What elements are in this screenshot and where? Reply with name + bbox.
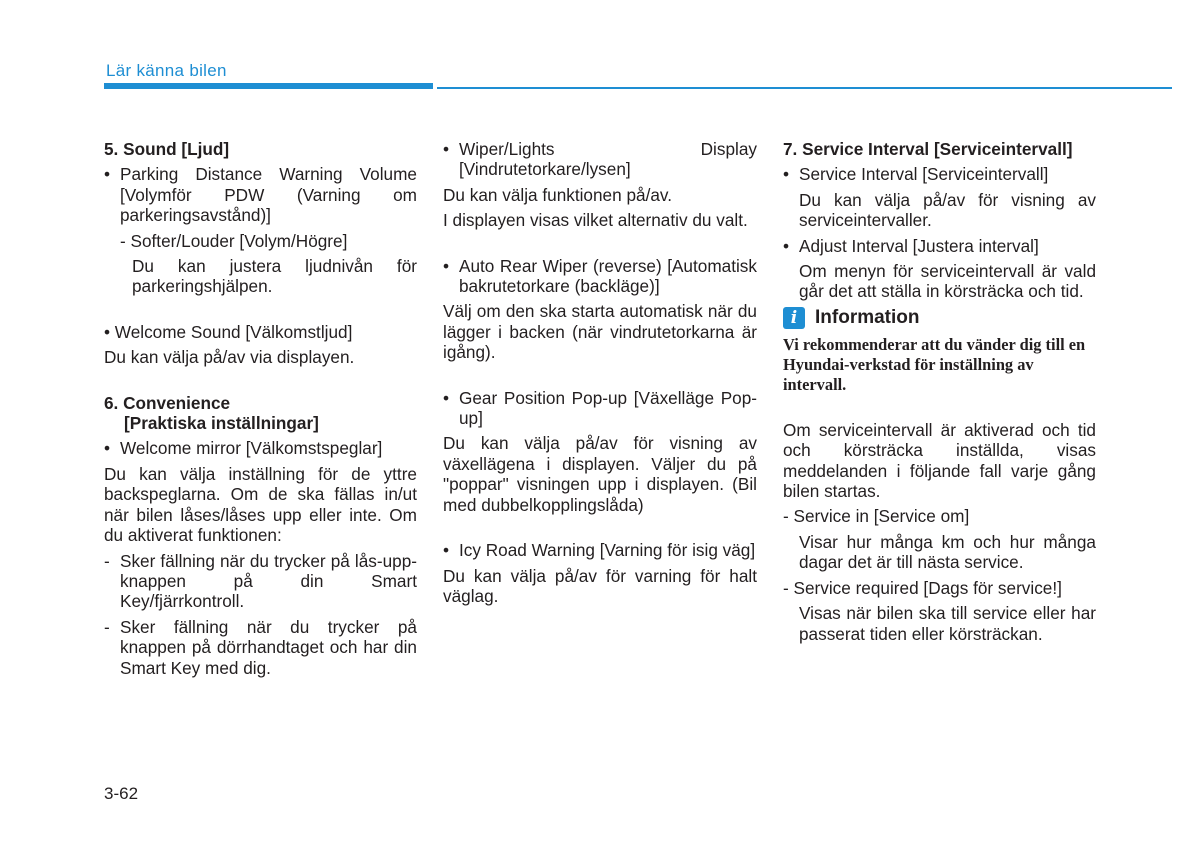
- adjust-interval-item: • Adjust Interval [Justera interval]: [783, 236, 1096, 256]
- fold-handle-item: [104, 617, 417, 678]
- welcome-sound-desc: Du kan välja på/av via displayen.: [104, 347, 355, 368]
- auto-rear-wiper-desc: Välj om den ska starta automatisk när du lägger i backen (när vindrutetorkarna är igång).: [443, 301, 757, 363]
- service-interval-item: • Service Interval [Serviceintervall]: [783, 164, 1096, 184]
- service-in-item: - Service in [Service om]: [783, 506, 970, 527]
- wiper-lights-desc-2: I displayen visas vilket alternativ du valt.: [443, 210, 748, 231]
- wiper-lights-desc-1: Du kan välja funktionen på/av.: [443, 184, 672, 205]
- sound-heading: 5. Sound [Ljud]: [104, 139, 230, 159]
- auto-rear-wiper-item: • Auto Rear Wiper (reverse) [Automatisk bakrutetorkare (backläge)]: [443, 256, 757, 297]
- info-icon: i: [783, 307, 805, 329]
- dash-mark: -: [104, 550, 110, 571]
- header-rule-thin: [437, 87, 1172, 89]
- gear-position-desc: Du kan välja på/av för visning av växellägena i displayen. Väljer du på "poppar" visningen upp i displayen. (Bil med dubbelkopplingslåda): [443, 433, 757, 515]
- softer-louder-item: - Softer/Louder [Volym/Högre]: [120, 230, 348, 251]
- header-rule-thick: [104, 83, 433, 89]
- column-1: [104, 139, 417, 683]
- fold-unlock-item: [104, 551, 417, 612]
- service-active-desc: Om serviceintervall är aktiverad och tid och körsträcka inställda, visas meddelanden i följande fall varje gång bilen startas.: [783, 419, 1096, 502]
- gear-position-item: • Gear Position Pop-up [Växelläge Pop-up]: [443, 388, 757, 429]
- softer-louder-desc: Du kan justera ljudnivån för parkeringshjälpen.: [132, 256, 417, 297]
- section-title: Lär känna bilen: [106, 61, 227, 80]
- welcome-sound-item: • Welcome Sound [Välkomstljud]: [104, 321, 353, 342]
- fold-unlock-text: Sker fällning när du trycker på lås-upp-knappen på din Smart Key/fjärrkontroll.: [120, 550, 417, 612]
- service-in-desc: Visar hur många km och hur många dagar det är till nästa service.: [799, 531, 1096, 573]
- convenience-heading-sub: [Praktiska inställningar]: [124, 413, 319, 434]
- page-number: 3-62: [104, 784, 139, 803]
- service-required-desc: Visas när bilen ska till service eller har passerat tiden eller körsträckan.: [799, 603, 1096, 644]
- adjust-interval-desc: Om menyn för serviceintervall är vald går det att ställa in körsträcka och tid.: [799, 261, 1096, 302]
- fold-handle-text: Sker fällning när du trycker på knappen på dörrhandtaget och har din Smart Key med dig.: [120, 616, 417, 678]
- convenience-heading: 6. Convenience: [104, 392, 231, 413]
- wiper-lights-item: • Wiper/Lights Display [Vindrutetorkare/lysen]: [443, 139, 757, 180]
- column-3: [783, 139, 1096, 649]
- welcome-mirror-desc: Du kan välja inställning för de yttre backspeglarna. Om de ska fällas in/ut när bilen låses/låses upp eller inte. Om du aktiverat funktionen:: [104, 463, 417, 546]
- dash-mark: -: [104, 616, 110, 637]
- pdw-volume-item: • Parking Distance Warning Volume [Volymför PDW (Varning om parkeringsavstånd)]: [104, 164, 417, 225]
- icy-road-item: • Icy Road Warning [Varning för isig väg]: [443, 540, 757, 560]
- service-interval-desc: Du kan välja på/av för visning av serviceintervaller.: [799, 189, 1096, 231]
- service-required-item: - Service required [Dags för service!]: [783, 577, 1062, 598]
- information-title: Information: [815, 306, 920, 328]
- icy-road-desc: Du kan välja på/av för varning för halt väglag.: [443, 565, 757, 606]
- information-header: [783, 307, 1096, 329]
- column-2: [443, 139, 757, 606]
- welcome-mirror-item: • Welcome mirror [Välkomstspeglar]: [104, 438, 417, 458]
- information-text: Vi rekommenderar att du vänder dig till en Hyundai-verkstad för inställning av intervall.: [783, 334, 1086, 394]
- service-interval-heading: 7. Service Interval [Serviceintervall]: [783, 139, 1073, 159]
